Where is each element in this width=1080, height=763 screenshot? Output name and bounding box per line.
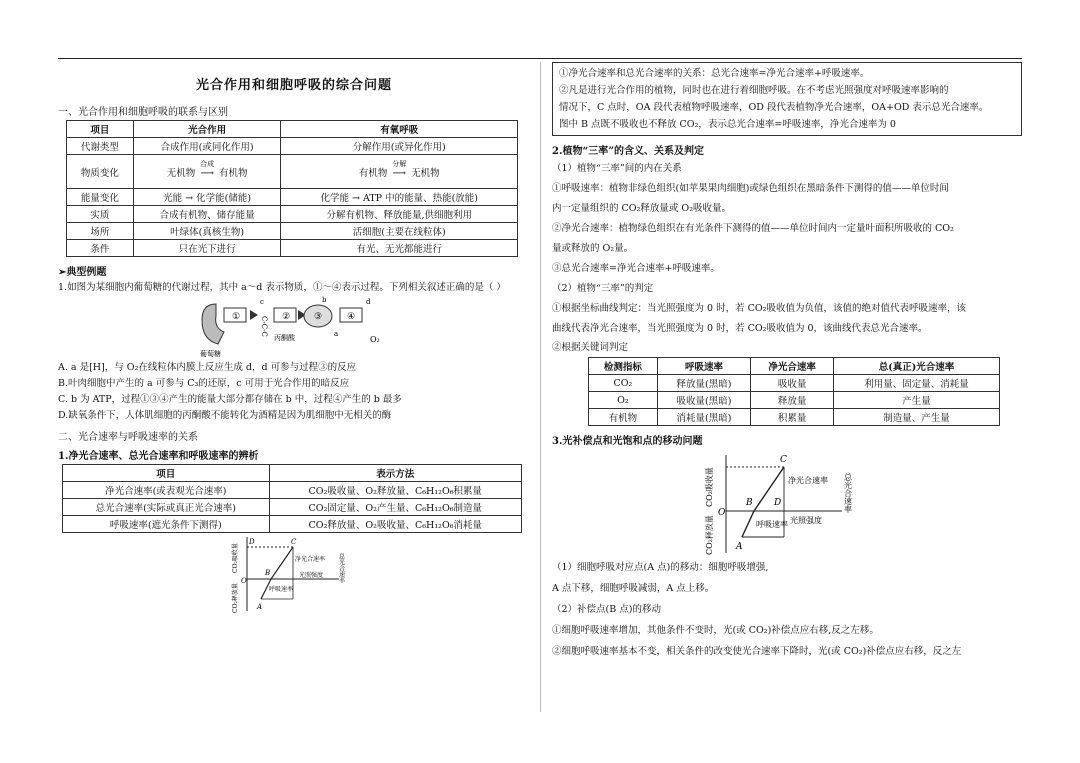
- table-cell: 有光、无光都能进行: [281, 240, 518, 257]
- y-bottom-label: CO₂释放量: [232, 583, 239, 613]
- paragraph: （2）补偿点(B 点)的移动: [552, 604, 661, 615]
- table-row: [67, 206, 518, 223]
- table-cell: 活细胞(主要在线粒体): [281, 223, 518, 240]
- explanation-box: [552, 62, 1022, 136]
- table-row: [589, 375, 1000, 392]
- rate-graph-big: [702, 449, 872, 557]
- right-column: [552, 62, 1022, 662]
- material-text: 有机物: [218, 167, 248, 179]
- table-row: [67, 155, 518, 189]
- arrow-label: 合成: [200, 159, 215, 168]
- table-cell: 净光合速率(或表观光合速率): [63, 482, 270, 499]
- table-cell: 叶绿体(真核生物): [133, 223, 281, 240]
- letter-a: a: [334, 330, 339, 338]
- point-o: O: [241, 577, 247, 585]
- glucose-label: 葡萄糖: [200, 350, 221, 358]
- table-row: [589, 392, 1000, 409]
- paragraph: ①根据坐标曲线判定：当光照强度为 0 时，若 CO₂吸收值为负值，该值的绝对值代表呼吸速率，该: [552, 303, 966, 314]
- total-label: 总光合速率: [337, 553, 345, 583]
- total-label: 总光合速率: [843, 473, 853, 513]
- table-cell: 代谢类型: [67, 138, 134, 155]
- net-label: 净光合速率: [788, 476, 828, 485]
- paragraph: （2）植物“三率”的判定: [552, 283, 654, 294]
- paragraph: ②根据关键词判定: [552, 342, 629, 353]
- table-row: [63, 516, 522, 533]
- table-cell: 场所: [67, 223, 134, 240]
- point-d: D: [774, 498, 782, 508]
- mitochondrion-shape: [202, 304, 224, 344]
- y-top-label: CO₂吸收量: [232, 543, 239, 573]
- material-text: 无机物: [411, 167, 440, 179]
- table-row: [63, 482, 522, 499]
- c-chain: C-C-C: [260, 316, 268, 337]
- table-cell: 只在光下进行: [133, 240, 281, 257]
- table-cell: CO₂释放量、O₂吸收量、C₆H₁₂O₆消耗量: [269, 516, 521, 533]
- col-header: 有氧呼吸: [281, 121, 518, 138]
- col-header: 净光合速率: [751, 358, 834, 375]
- paragraph: ①细胞呼吸速率增加，其他条件不变时，光(或 CO₂)补偿点应右移,反之左移。: [552, 625, 879, 636]
- x-axis-label: 光照强度: [299, 572, 324, 579]
- table-cell: 分解有机物、释放能量,供细胞利用: [281, 206, 518, 223]
- example-heading: ➢典型例题: [58, 267, 107, 278]
- table-cell: O₂: [589, 392, 658, 409]
- net-label: 净光合速率: [295, 556, 326, 563]
- table-row: [589, 409, 1000, 426]
- table-cell: 释放量(黑暗): [657, 375, 751, 392]
- table-cell: 呼吸速率(遮光条件下测得): [63, 516, 270, 533]
- point-b: B: [746, 498, 753, 508]
- box-line: ②凡是进行光合作用的植物，同时也在进行着细胞呼吸。在不考虑光照强度对呼吸速率影响的: [559, 85, 949, 96]
- table-cell: 条件: [67, 240, 134, 257]
- step-label: ③: [314, 312, 323, 322]
- table-row: [67, 189, 518, 206]
- col-header: 表示方法: [269, 465, 521, 482]
- table-cell: 物质变化: [67, 155, 134, 189]
- point-c: C: [291, 538, 297, 546]
- option-d: D.缺氧条件下，人体肌细胞的丙酮酸不能转化为酒精是因为肌细胞中无相关的酶: [58, 410, 392, 421]
- table-cell: 合成作用(或同化作用): [133, 138, 281, 155]
- letter-b: b: [322, 296, 327, 304]
- paragraph: 量或释放的 O₂量。: [552, 243, 634, 254]
- paragraph: A 点下移，细胞呼吸减弱，A 点上移。: [552, 583, 715, 594]
- y-bottom-label: CO₂释放量: [705, 515, 714, 555]
- rates-table: [62, 464, 522, 533]
- table-row: [67, 223, 518, 240]
- option-b: B.叶肉细胞中产生的 a 可参与 C₃的还原，c 可用于光合作用的暗反应: [58, 378, 350, 389]
- paragraph: ②细胞呼吸速率基本不变，相关条件的改变使光合速率下降时，光(或 CO₂)补偿点应右移，反之左: [552, 646, 962, 657]
- step-label: ①: [232, 312, 241, 322]
- table-cell: 实质: [67, 206, 134, 223]
- section1-heading: 一、光合作用和细胞呼吸的联系与区别: [58, 107, 228, 118]
- table-cell: 产生量: [833, 392, 999, 409]
- table-cell: 利用量、固定量、消耗量: [833, 375, 999, 392]
- table-cell: 有机物: [589, 409, 658, 426]
- point-c: C: [780, 455, 787, 465]
- table-cell: CO₂: [589, 375, 658, 392]
- col-header: 检测指标: [589, 358, 658, 375]
- col-header: 总(真正)光合速率: [833, 358, 999, 375]
- table-cell: 制造量、产生量: [833, 409, 999, 426]
- table-row: [63, 499, 522, 516]
- table-cell: 释放量: [751, 392, 834, 409]
- box-line: 图中 B 点既不吸收也不释放 CO₂，表示总光合速率=呼吸速率，净光合速率为 0: [559, 119, 896, 130]
- section2-heading: 二、光合速率与呼吸速率的关系: [58, 432, 198, 443]
- point-o: O: [718, 508, 726, 518]
- table-cell: 能量变化: [67, 189, 134, 206]
- table-cell: 化学能 → ATP 中的能量、热能(放能): [281, 189, 518, 206]
- option-a: A. a 是[H]，与 O₂在线粒体内膜上反应生成 d，d 可参与过程③的反应: [58, 362, 357, 373]
- material-text: 有机物: [358, 167, 388, 179]
- letter-c: c: [260, 298, 264, 306]
- pyruvate-label: 丙酮酸: [274, 334, 295, 342]
- column-divider: [540, 62, 541, 712]
- material-text: 无机物: [166, 167, 196, 179]
- letter-d: d: [366, 298, 371, 306]
- table-cell: 消耗量(黑暗): [657, 409, 751, 426]
- synthesis-arrow: 合成 ⟶: [200, 159, 215, 179]
- point-a: A: [736, 542, 743, 552]
- point-a: A: [257, 603, 263, 611]
- paragraph: ②净光合速率：植物绿色组织在有光条件下测得的值——单位时间内一定量叶面积所吸收的 CO₂: [552, 223, 954, 234]
- table-cell: [133, 155, 281, 189]
- question-text: 1.如图为某细胞内葡萄糖的代谢过程，其中 a～d 表示物质，①～④表示过程。下列相关叙述正确的是（ ）: [58, 282, 506, 293]
- arrow-icon: [250, 310, 258, 320]
- section2-sub1: 1.净光合速率、总光合速率和呼吸速率的辨析: [58, 451, 259, 462]
- paragraph: 内一定量组织的 CO₂释放量或 O₂吸收量。: [552, 203, 732, 214]
- table-cell: 吸收量(黑暗): [657, 392, 751, 409]
- col-header: 光合作用: [133, 121, 281, 138]
- compare-table: [66, 120, 518, 257]
- box-line: ①净光合速率和总光合速率的关系：总光合速率=净光合速率+呼吸速率。: [559, 68, 870, 79]
- keyword-table: [588, 357, 1000, 426]
- point-d: D: [249, 538, 255, 546]
- col-header: 项目: [67, 121, 134, 138]
- table-cell: CO₂固定量、O₂产生量、C₆H₁₂O₆制造量: [269, 499, 521, 516]
- table-cell: 光能 → 化学能(储能): [133, 189, 281, 206]
- table-cell: 合成有机物、储存能量: [133, 206, 281, 223]
- table-cell: 吸收量: [751, 375, 834, 392]
- table-row: [67, 138, 518, 155]
- paragraph: ①呼吸速率：植物非绿色组织(如苹果果肉细胞)或绿色组织在黑暗条件下测得的值——单位时间: [552, 183, 949, 194]
- rate-graph-small: [229, 533, 359, 615]
- table-cell: 积累量: [751, 409, 834, 426]
- paragraph: （1）植物“三率”间的内在关系: [552, 163, 682, 174]
- o2-label: O₂: [370, 335, 380, 344]
- y-top-label: CO₂吸收量: [705, 467, 714, 507]
- col-header: 呼吸速率: [657, 358, 751, 375]
- step-label: ④: [347, 312, 356, 322]
- decompose-arrow: 分解 ⟶: [392, 159, 407, 179]
- doc-title: 光合作用和细胞呼吸的综合问题: [195, 78, 392, 93]
- section-heading-3rates: 2.植物“三率”的含义、关系及判定: [552, 146, 704, 157]
- section-heading-points: 3.光补偿点和光饱和点的移动问题: [552, 436, 703, 447]
- left-column: [58, 62, 530, 615]
- step-label: ②: [282, 312, 291, 322]
- paragraph: （1）细胞呼吸对应点(A 点)的移动：细胞呼吸增强,: [552, 562, 769, 573]
- header-rule: [58, 58, 1022, 59]
- table-cell: CO₂吸收量、O₂释放量、C₆H₁₂O₆积累量: [269, 482, 521, 499]
- table-cell: [281, 155, 518, 189]
- box-line: 情况下，C 点时，OA 段代表植物呼吸速率，OD 段代表植物净光合速率，OA+OD 表示总光合速率。: [559, 102, 989, 113]
- col-header: 项目: [63, 465, 270, 482]
- table-cell: 总光合速率(实际或真正光合速率): [63, 499, 270, 516]
- paragraph: 曲线代表净光合速率，当光照强度为 0 时，若 CO₂吸收值为 0，该曲线代表总光合速率。: [552, 323, 928, 334]
- x-axis-label: 光照强度: [790, 516, 822, 525]
- resp-label: 呼吸速率: [269, 586, 294, 593]
- paragraph: ③总光合速率=净光合速率+呼吸速率。: [552, 263, 720, 274]
- metabolism-diagram: [194, 296, 394, 360]
- option-c: C. b 为 ATP，过程①③④产生的能量大部分都存储在 b 中，过程④产生的 b 最多: [58, 394, 402, 405]
- table-cell: 分解作用(或异化作用): [281, 138, 518, 155]
- arrow-label: 分解: [392, 159, 407, 168]
- resp-label: 呼吸速率: [756, 520, 788, 529]
- table-row: [67, 240, 518, 257]
- point-b: B: [265, 569, 271, 577]
